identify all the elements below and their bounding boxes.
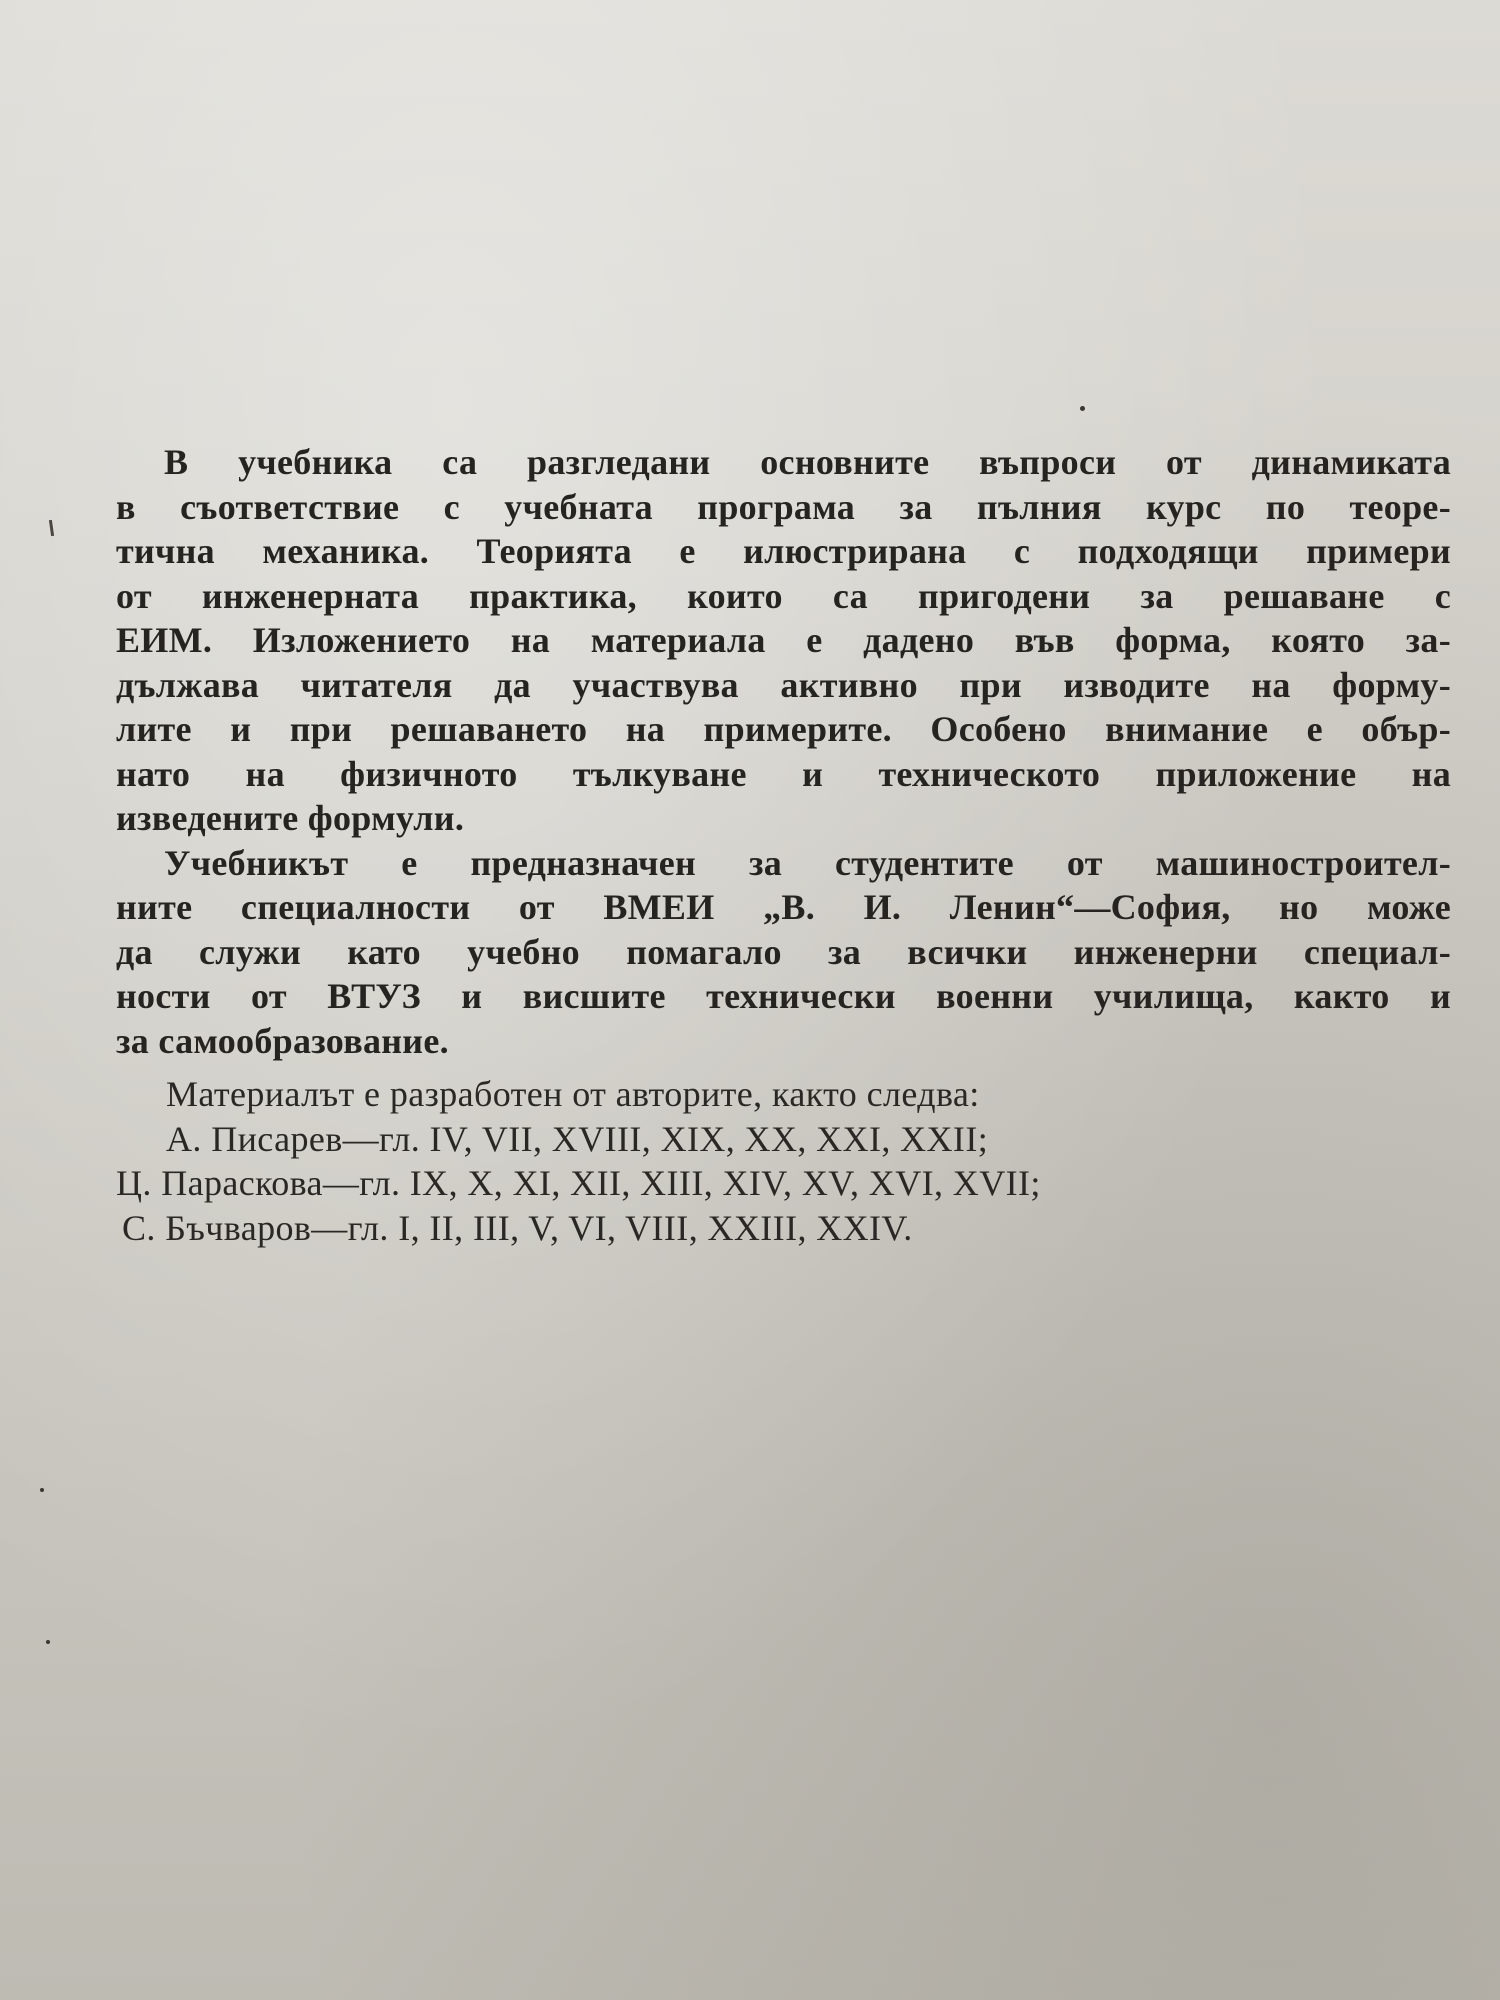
- paragraph-1-line-3: тична механика. Теорията е илюстрирана с подходящи примери: [116, 531, 1451, 571]
- paragraph-1-line-1: В учебника са разгледани основните въпроси от динамиката: [164, 442, 1451, 482]
- paragraph-1-line-8: нато на физичното тълкуване и техническото приложение на: [116, 753, 1451, 794]
- paragraph-1-line-7: лите и при решаването на примерите. Особено внимание е обър-: [116, 709, 1451, 749]
- paragraph-2-line-5: за самообразование.: [116, 1020, 449, 1061]
- paragraph-2-line-4: ности от ВТУЗ и висшите технически военни училища, както и: [116, 976, 1451, 1016]
- paragraph-1-line-4: от инженерната практика, които са пригодени за решаване с: [116, 575, 1451, 616]
- ink-speck: [1080, 406, 1085, 411]
- ink-mark: [49, 520, 54, 536]
- paragraph-1-line-6: дължава читателя да участвува активно при изводите на форму-: [116, 664, 1451, 705]
- paragraph-1-line-9: изведените формули.: [116, 798, 465, 838]
- author-pisarev: А. Писарев—гл. IV, VII, XVIII, XIX, XX, XXI, XXII;: [166, 1118, 989, 1159]
- author-bachvarov: С. Бъчваров—гл. I, II, III, V, VI, VIII, XXIII, XXIV.: [122, 1207, 913, 1248]
- ink-speck: [40, 1488, 44, 1492]
- paragraph-2-line-1: Учебникът е предназначен за студентите от машиностроител-: [164, 842, 1451, 883]
- paragraph-1-line-2: в съответствие с учебната програма за пълния курс по теоре-: [116, 486, 1451, 527]
- author-paraskova: Ц. Параскова—гл. IX, X, XI, XII, XIII, XIV, XV, XVI, XVII;: [116, 1163, 1041, 1203]
- paragraph-2-line-3: да служи като учебно помагало за всички инженерни специал-: [116, 931, 1451, 972]
- authors-intro: Материалът е разработен от авторите, както следва:: [166, 1074, 980, 1114]
- paragraph-1-line-5: ЕИМ. Изложението на материала е дадено във форма, която за-: [116, 620, 1451, 660]
- ink-speck: [46, 1640, 50, 1644]
- annotation-text: [116, 440, 1451, 1063]
- paragraph-2-line-2: ните специалности от ВМЕИ „В. И. Ленин“—София, но може: [116, 887, 1451, 927]
- authors-list: [116, 1072, 1451, 1250]
